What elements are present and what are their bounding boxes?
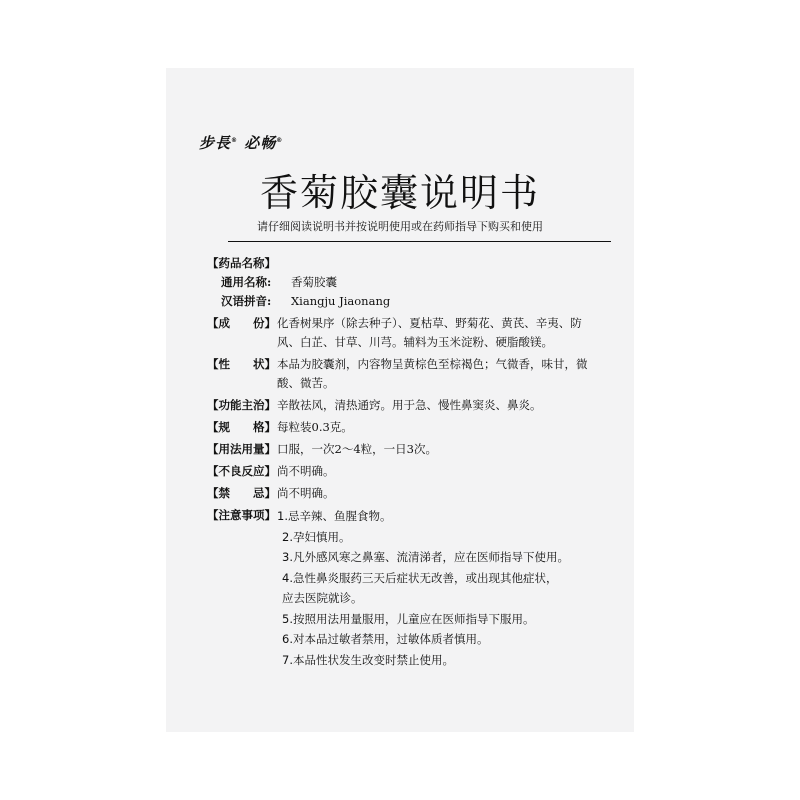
usage-row: [207, 440, 597, 459]
precautions-list: [282, 527, 597, 671]
adverse-label: 【不良反应】: [207, 464, 276, 478]
pinyin-value: Xiangju Jiaonang: [291, 294, 391, 308]
precaution-item-7: 7.本品性状发生改变时禁止使用。: [282, 652, 454, 667]
specification-row: [207, 418, 597, 437]
specification-value: 每粒装0.3克。: [277, 420, 353, 434]
common-name-row: [207, 273, 597, 292]
usage-value: 口服，一次2～4粒，一日3次。: [277, 442, 437, 456]
precautions-row: [207, 506, 597, 527]
title-divider: [228, 241, 611, 242]
adverse-row: [207, 462, 597, 481]
specification-label: 【规 格】: [207, 420, 276, 434]
brand-logo: 步長® 必畅®: [199, 134, 284, 152]
pinyin-row: [207, 292, 597, 311]
leaflet-content: [207, 254, 597, 670]
adverse-value: 尚不明确。: [277, 464, 335, 478]
document-subtitle: 请仔细阅读说明书并按说明使用或在药师指导下购买和使用: [257, 220, 543, 233]
indications-value: 辛散祛风，清热通窍。用于急、慢性鼻窦炎、鼻炎。: [277, 398, 542, 412]
precaution-item-3: 3.凡外感风寒之鼻塞、流清涕者，应在医师指导下使用。: [282, 550, 569, 564]
precaution-item-2: 2.孕妇慎用。: [282, 529, 351, 544]
indications-label: 【功能主治】: [207, 398, 276, 412]
ingredients-row: [207, 314, 597, 352]
indications-row: [207, 396, 597, 415]
contraindications-value: 尚不明确。: [277, 486, 335, 500]
common-name-label: 通用名称:: [221, 275, 272, 289]
character-label: 【性 状】: [207, 357, 276, 371]
precaution-item-4: 4.急性鼻炎服药三天后症状无改善，或出现其他症状，: [282, 570, 558, 585]
usage-label: 【用法用量】: [207, 442, 276, 456]
precautions-label: 【注意事项】: [207, 508, 276, 522]
document-title: 香菊胶囊说明书: [259, 171, 540, 215]
precaution-item-5: 5.按照用法用量服用，儿童应在医师指导下服用。: [282, 611, 535, 626]
character-row: [207, 355, 597, 393]
contraindications-row: [207, 484, 597, 503]
character-value: 本品为胶囊剂，内容物呈黄棕色至棕褐色；气微香，味甘，微酸、微苦。: [277, 357, 588, 390]
precaution-item-4-continued: 应去医院就诊。: [282, 591, 363, 605]
drug-name-row: [207, 254, 597, 273]
precaution-item-6: 6.对本品过敏者禁用，过敏体质者慎用。: [282, 632, 489, 646]
contraindications-label: 【禁 忌】: [207, 486, 276, 500]
ingredients-label: 【成 份】: [207, 316, 276, 330]
drug-name-label: 【药品名称】: [207, 256, 276, 270]
ingredients-value: 化香树果序（除去种子）、夏枯草、野菊花、黄芪、辛夷、防风、白芷、甘草、川芎。辅料为玉米淀粉、硬脂酸镁。: [277, 316, 582, 349]
common-name-value: 香菊胶囊: [291, 275, 337, 289]
precaution-item-1: 1.忌辛辣、鱼腥食物。: [277, 509, 392, 523]
pinyin-label: 汉语拼音:: [221, 294, 272, 308]
